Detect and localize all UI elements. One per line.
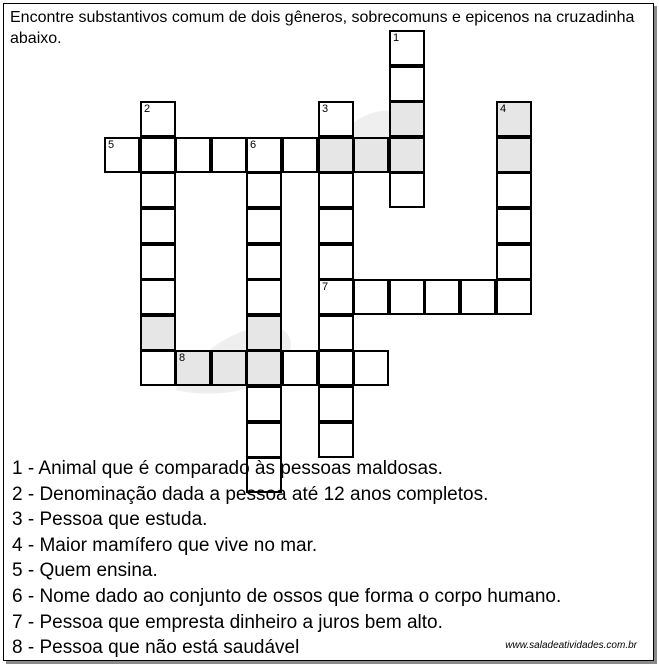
crossword-cell[interactable] <box>246 172 282 208</box>
crossword-cell[interactable] <box>389 279 425 315</box>
crossword-cell[interactable] <box>496 137 532 173</box>
clue-8: 8 - Pessoa que não está saudável <box>12 637 300 659</box>
crossword-cell[interactable] <box>282 350 318 386</box>
instructions-text: Encontre substantivos comum de dois gêneros, sobrecomuns e epicenos na cruzadinha abaixo. <box>10 9 635 47</box>
crossword-cell[interactable] <box>496 244 532 280</box>
clue-number: 1 <box>393 32 400 44</box>
crossword-cell[interactable] <box>424 279 460 315</box>
clue-1: 1 - Animal que é comparado às pessoas maldosas. <box>12 458 443 479</box>
clue-number: 8 <box>179 352 186 364</box>
clues-list <box>12 456 652 661</box>
crossword-cell[interactable] <box>389 101 425 137</box>
crossword-cell[interactable] <box>496 172 532 208</box>
crossword-cell[interactable] <box>246 350 282 386</box>
clue-number: 5 <box>108 139 115 151</box>
crossword-cell[interactable] <box>318 101 354 137</box>
clue-number: 6 <box>250 139 257 151</box>
clue-number: 3 <box>322 103 329 115</box>
crossword-cell[interactable] <box>175 350 211 386</box>
crossword-cell[interactable] <box>389 66 425 102</box>
crossword-cell[interactable] <box>318 279 354 315</box>
crossword-cell[interactable] <box>318 208 354 244</box>
crossword-cell[interactable] <box>104 137 140 173</box>
crossword-cell[interactable] <box>318 386 354 422</box>
crossword-cell[interactable] <box>318 315 354 351</box>
crossword-cell[interactable] <box>496 101 532 137</box>
crossword-cell[interactable] <box>140 137 176 173</box>
crossword-cell[interactable] <box>282 137 318 173</box>
clue-2: 2 - Denominação dada a pessoa até 12 anos completos. <box>12 483 489 505</box>
crossword-cell[interactable] <box>318 137 354 173</box>
clue-3: 3 - Pessoa que estuda. <box>12 509 208 531</box>
crossword-cell[interactable] <box>389 137 425 173</box>
crossword-cell[interactable] <box>318 422 354 458</box>
clue-number: 7 <box>322 281 329 293</box>
crossword-cell[interactable] <box>246 315 282 351</box>
crossword-cell[interactable] <box>246 386 282 422</box>
crossword-cell[interactable] <box>496 279 532 315</box>
crossword-cell[interactable] <box>353 279 389 315</box>
crossword-cell[interactable] <box>140 244 176 280</box>
crossword-cell[interactable] <box>140 172 176 208</box>
crossword-cell[interactable] <box>140 279 176 315</box>
crossword-cell[interactable] <box>318 172 354 208</box>
crossword-cell[interactable] <box>211 137 247 173</box>
clue-number: 2 <box>144 103 151 115</box>
crossword-cell[interactable] <box>140 315 176 351</box>
crossword-cell[interactable] <box>318 244 354 280</box>
crossword-cell[interactable] <box>353 350 389 386</box>
clue-6: 6 - Nome dado ao conjunto de ossos que forma o corpo humano. <box>12 585 562 607</box>
crossword-cell[interactable] <box>140 101 176 137</box>
crossword-cell[interactable] <box>140 350 176 386</box>
crossword-cell[interactable] <box>211 350 247 386</box>
crossword-cell[interactable] <box>246 279 282 315</box>
clue-5: 5 - Quem ensina. <box>12 560 158 582</box>
crossword-cell[interactable] <box>246 208 282 244</box>
clue-4: 4 - Maior mamífero que vive no mar. <box>12 534 318 556</box>
crossword-cell[interactable] <box>353 137 389 173</box>
website-credit: www.saladeatividades.com.br <box>505 640 637 651</box>
crossword-cell[interactable] <box>175 137 211 173</box>
crossword-cell[interactable] <box>246 422 282 458</box>
crossword-cell[interactable] <box>246 244 282 280</box>
crossword-cell[interactable] <box>389 30 425 66</box>
crossword-cell[interactable] <box>460 279 496 315</box>
crossword-cell[interactable] <box>246 137 282 173</box>
crossword-cell[interactable] <box>389 172 425 208</box>
crossword-cell[interactable] <box>318 350 354 386</box>
clue-7: 7 - Pessoa que empresta dinheiro a juros bem alto. <box>12 611 443 633</box>
crossword-cell[interactable] <box>140 208 176 244</box>
clue-number: 4 <box>500 103 507 115</box>
crossword-cell[interactable] <box>496 208 532 244</box>
